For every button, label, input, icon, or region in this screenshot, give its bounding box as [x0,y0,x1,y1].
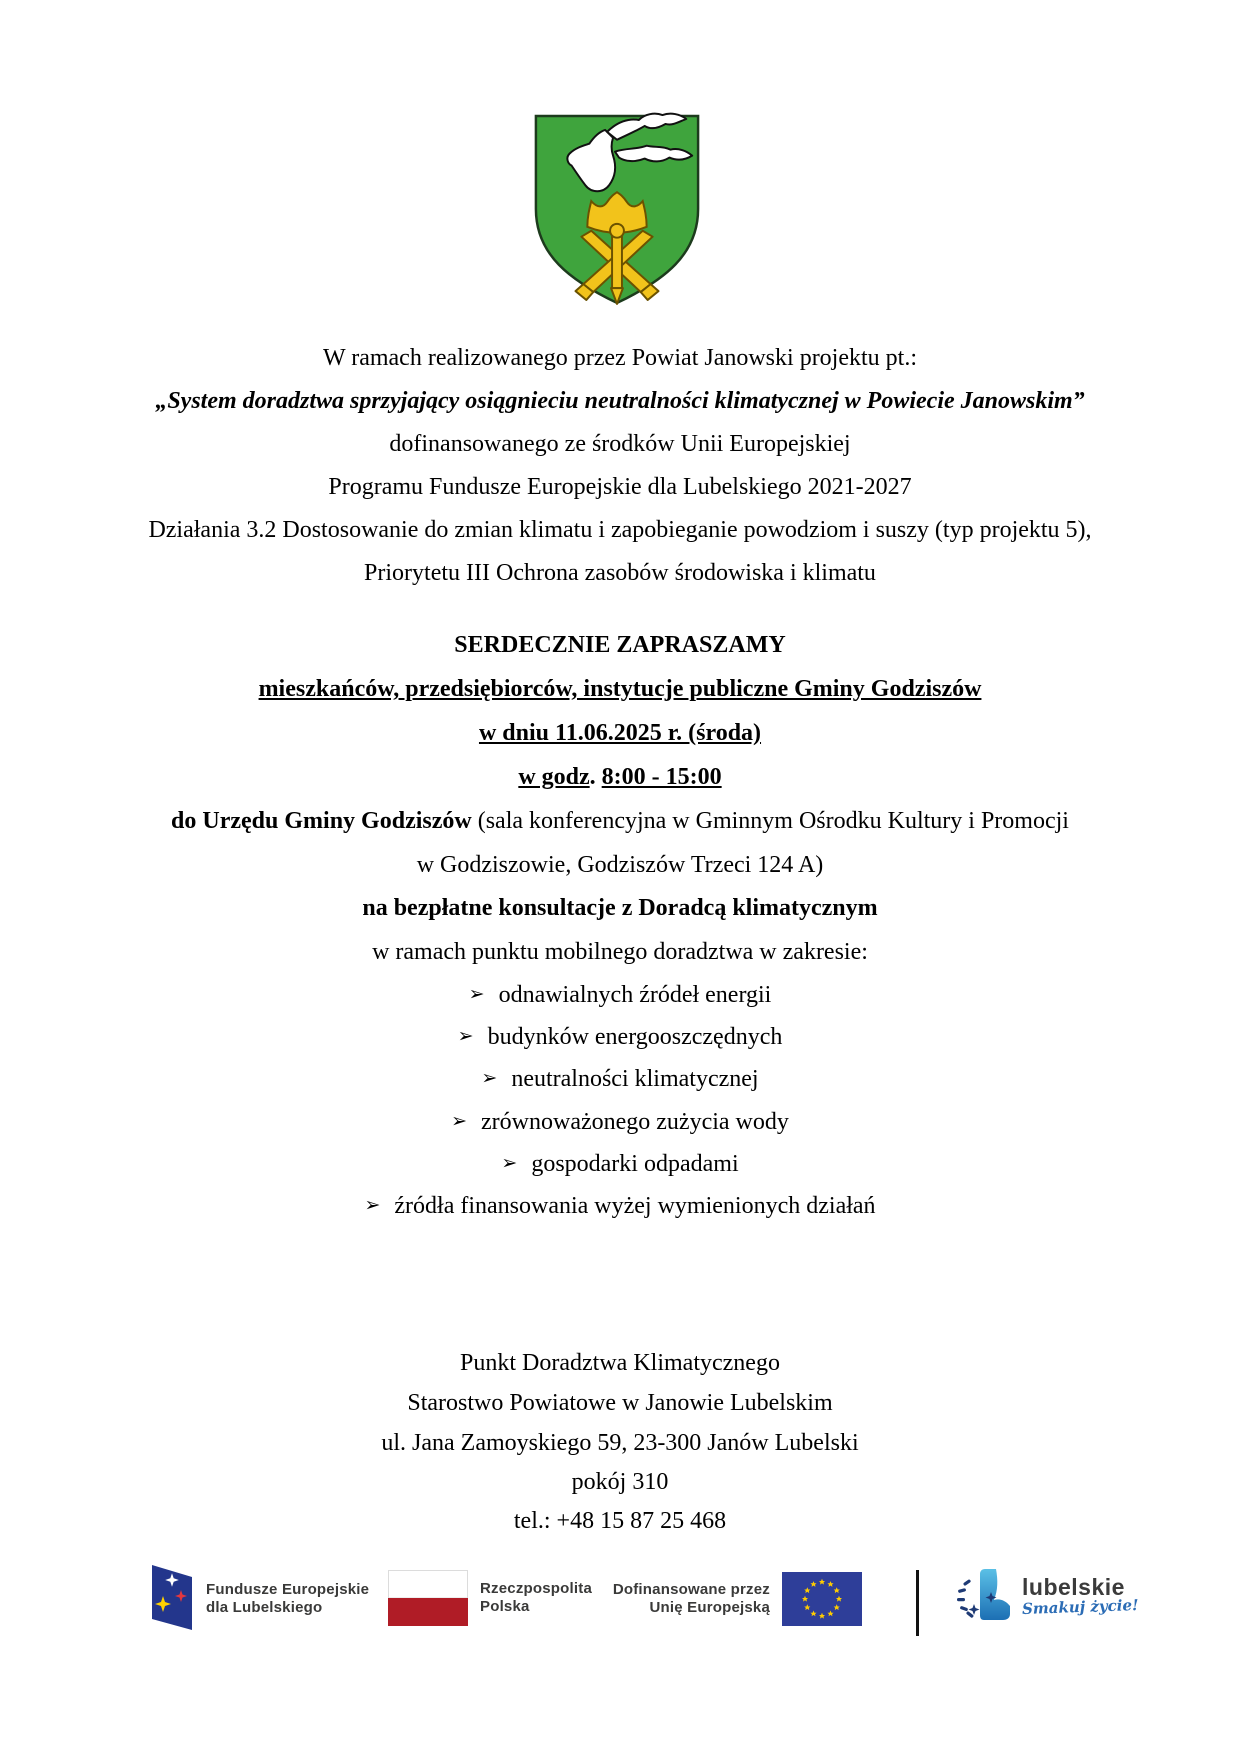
hours-part-2: 8:00 - 15:00 [601,764,722,790]
invitation-audience: mieszkańców, przedsiębiorców, instytucje publiczne Gminy Godziszów [258,676,982,702]
hours-dot: . [589,764,602,790]
topic-text-1: odnawialnych źródeł energii [498,982,772,1008]
topic-text-6: źródła finansowania wyżej wymienionych działań [394,1193,876,1219]
coat-of-arms-janow-county-icon [528,110,706,308]
contact-line-3: ul. Jana Zamoyskiego 59, 23-300 Janów Lubelski [381,1430,859,1456]
topic-text-5: gospodarki odpadami [531,1151,739,1177]
contact-line-2: Starostwo Powiatowe w Janowie Lubelskim [407,1390,833,1416]
project-title: „System doradztwa sprzyjający osiągnieciu neutralności klimatycznej w Powiecie Janowskim” [155,388,1085,414]
lubelskie-logo [950,1568,1139,1624]
invitation-date: w dniu 11.06.2025 r. (środa) [478,720,762,746]
venue-regular: (sala konferencyjna w Gminnym Ośrodku Kultury i Promocji [471,808,1069,834]
contact-line-4: pokój 310 [571,1469,669,1495]
intro-line-5: Działania 3.2 Dostosowanie do zmian klimatu i zapobieganie powodziom i suszy (typ projektu 5), [148,517,1092,543]
invitation-heading: SERDECZNIE ZAPRASZAMY [454,632,786,658]
topic-item-1 [0,980,1240,1011]
arrow-bullet-icon: ➢ [457,1025,474,1047]
topic-item-2 [0,1022,1240,1053]
hours-part-1: w godz [518,764,590,790]
lubelskie-tagline: Smakuj życie! [1021,1595,1139,1619]
contact-phone: tel.: +48 15 87 25 468 [513,1508,727,1534]
eu-funds-flag-icon [150,1564,194,1634]
eu-funds-label [206,1581,369,1617]
eu-funds-label-line-1: Fundusze Europejskie [206,1581,370,1598]
arrow-bullet-icon: ➢ [481,1067,498,1089]
cofunded-label-line-2: Unię Europejską [649,1599,770,1616]
invitation-hours [0,762,1240,792]
invitation-scope-intro: w ramach punktu mobilnego doradztwa w zakresie: [372,939,868,965]
cofunded-eu-logo [612,1572,862,1626]
intro-line-4: Programu Fundusze Europejskie dla Lubelskiego 2021-2027 [328,474,912,500]
intro-line-6: Priorytetu III Ochrona zasobów środowiska i klimatu [364,560,876,586]
intro-line-1: W ramach realizowanego przez Powiat Janowski projektu pt.: [322,345,918,371]
topic-item-3 [0,1064,1240,1095]
topic-text-4: zrównoważonego zużycia wody [481,1109,789,1135]
poland-flag-icon [388,1570,468,1626]
lubelskie-l-icon [950,1568,1016,1624]
cofunded-label-line-1: Dofinansowane przez [612,1581,770,1598]
invitation-venue [0,806,1240,836]
eu-funds-logo [150,1564,369,1634]
contact-line-1: Punkt Doradztwa Klimatycznego [460,1350,780,1376]
footer-logo-strip [0,1556,1240,1676]
topic-text-3: neutralności klimatycznej [511,1066,759,1092]
poland-label [480,1580,592,1616]
arrow-bullet-icon: ➢ [468,983,485,1005]
topic-item-5 [0,1149,1240,1180]
topic-item-6 [0,1191,1240,1222]
footer-divider [916,1570,919,1636]
eu-funds-label-line-2: dla Lubelskiego [206,1599,323,1616]
topic-text-2: budynków energooszczędnych [487,1024,783,1050]
intro-line-3: dofinansowanego ze środków Unii Europejskiej [389,431,851,457]
venue-bold: do Urzędu Gminy Godziszów [171,808,472,834]
eu-flag-icon [782,1572,862,1626]
invitation-venue-line-2: w Godziszowie, Godziszów Trzeci 124 A) [416,852,824,878]
poland-label-line-1: Rzeczpospolita [480,1580,592,1597]
arrow-bullet-icon: ➢ [501,1152,518,1174]
arrow-bullet-icon: ➢ [451,1110,468,1132]
arrow-bullet-icon: ➢ [364,1194,381,1216]
cofunded-label [612,1581,770,1617]
poland-logo [388,1570,592,1626]
topic-item-4 [0,1107,1240,1138]
invitation-purpose: na bezpłatne konsultacje z Doradcą klimatycznym [362,895,878,921]
lubelskie-label [1021,1574,1139,1619]
poland-label-line-2: Polska [480,1598,530,1615]
lubelskie-name: lubelskie [1022,1574,1125,1600]
